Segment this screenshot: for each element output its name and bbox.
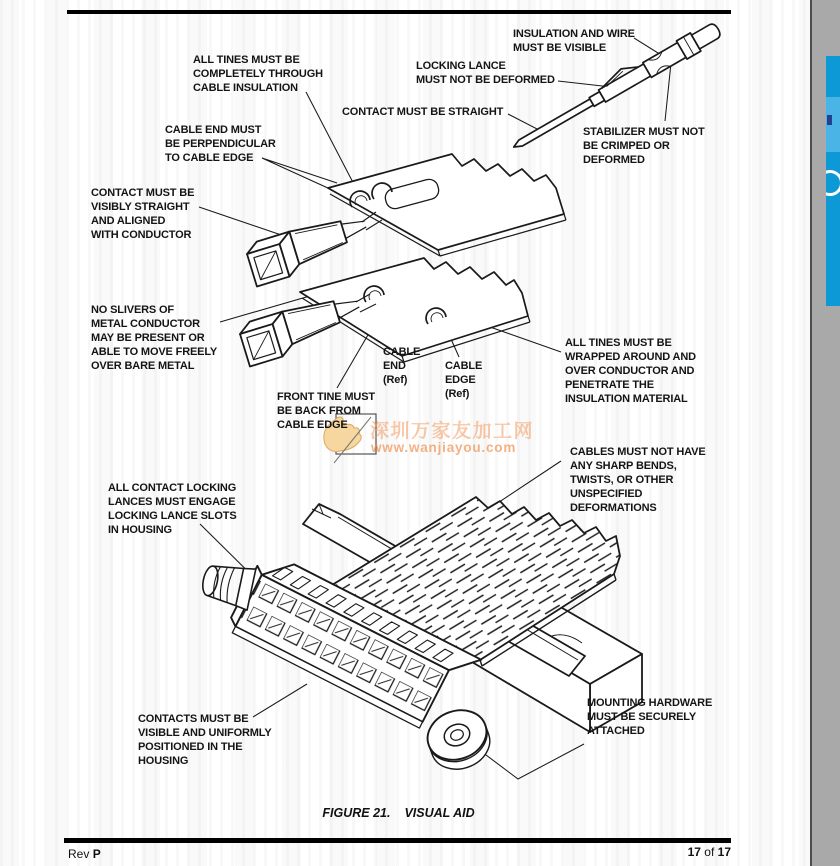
viewer-toolbar-icon[interactable] <box>827 115 832 125</box>
callout-locking-lance: LOCKING LANCE MUST NOT BE DEFORMED <box>416 60 555 86</box>
rev-value: P <box>92 847 101 861</box>
viewer-toolbar-ring-icon[interactable] <box>826 170 840 196</box>
page-total: 17 <box>717 845 731 859</box>
rev-label: Rev <box>68 847 90 861</box>
callout-stabilizer: STABILIZER MUST NOT BE CRIMPED OR DEFORMED <box>583 126 705 166</box>
callout-mounting-hardware: MOUNTING HARDWARE MUST BE SECURELY ATTACHED <box>587 697 713 737</box>
callout-cable-end-ref: CABLE END (Ref) <box>383 346 421 386</box>
mounting-post <box>421 702 497 777</box>
footer-horizontal-rule <box>64 838 731 843</box>
of-word: of <box>704 845 715 859</box>
callout-cables-must-not: CABLES MUST NOT HAVE ANY SHARP BENDS, TWISTS, OR OTHER UNSPECIFIED DEFORMATIONS <box>570 446 706 514</box>
callout-contact-straight: CONTACT MUST BE STRAIGHT <box>342 106 504 118</box>
page-num: 17 <box>687 845 701 859</box>
callout-front-tine: FRONT TINE MUST BE BACK FROM CABLE EDGE <box>277 391 375 431</box>
figure-caption-number: FIGURE 21. <box>322 806 391 820</box>
footer-page-number <box>531 845 731 859</box>
callout-all-tines-wrapped: ALL TINES MUST BE WRAPPED AROUND AND OVER CONDUCTOR AND PENETRATE THE INSULATION MATERIAL <box>565 337 696 405</box>
callout-insulation-wire: INSULATION AND WIRE MUST BE VISIBLE <box>513 28 635 54</box>
callout-no-slivers: NO SLIVERS OF METAL CONDUCTOR MAY BE PRESENT OR ABLE TO MOVE FREELY OVER BARE METAL <box>91 304 218 372</box>
callout-all-contact-locking: ALL CONTACT LOCKING LANCES MUST ENGAGE LOCKING LANCE SLOTS IN HOUSING <box>108 482 237 536</box>
footer-revision <box>68 847 101 861</box>
watermark-site-url: www.wanjiayou.com <box>371 440 517 455</box>
watermark-site-name: 深圳万家友加工网 <box>370 421 535 442</box>
callout-contacts-visible: CONTACTS MUST BE VISIBLE AND UNIFORMLY POSITIONED IN THE HOUSING <box>138 713 272 767</box>
figure-caption-title: VISUAL AID <box>404 806 475 820</box>
viewer-toolbar-fragment[interactable] <box>826 56 840 306</box>
callout-cable-edge-ref: CABLE EDGE (Ref) <box>445 360 483 400</box>
callout-cable-end-must: CABLE END MUST BE PERPENDICULAR TO CABLE EDGE <box>165 124 276 164</box>
figure-caption <box>66 806 731 820</box>
callout-contact-visibly: CONTACT MUST BE VISIBLY STRAIGHT AND ALIGNED WITH CONDUCTOR <box>91 187 195 241</box>
callout-all-tines-through: ALL TINES MUST BE COMPLETELY THROUGH CABLE INSULATION <box>193 54 323 94</box>
jackscrew <box>199 559 256 610</box>
